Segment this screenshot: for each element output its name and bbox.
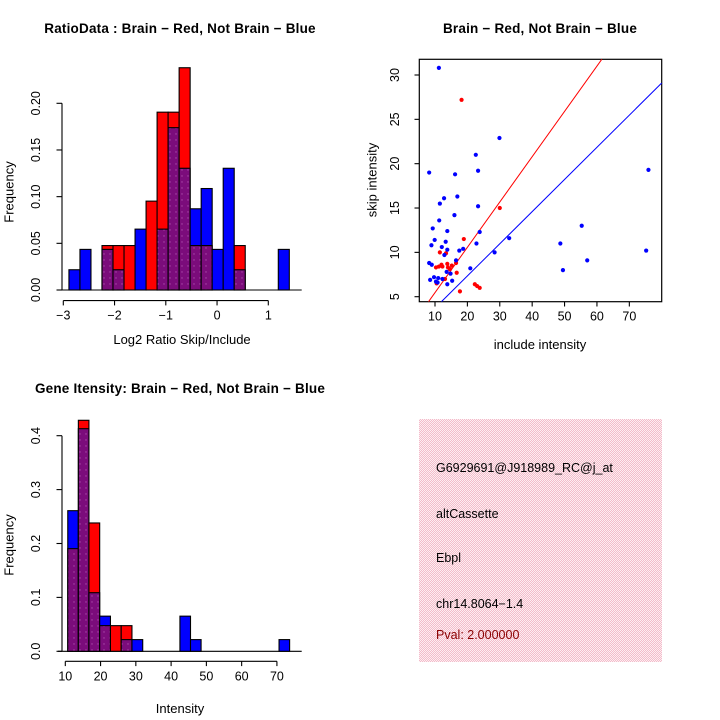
svg-text:25: 25 [388,112,402,127]
svg-text:0.15: 0.15 [29,137,43,163]
svg-text:0.2: 0.2 [29,534,43,553]
svg-text:10: 10 [428,309,442,324]
svg-text:70: 70 [622,309,637,324]
svg-text:0.1: 0.1 [29,588,43,607]
pval-text: Pval: 2.000000 [436,628,520,642]
svg-text:20: 20 [388,156,402,171]
ratio-hist-bars [69,68,289,290]
svg-text:20: 20 [460,309,475,324]
svg-text:50: 50 [557,309,572,324]
svg-text:−1: −1 [158,308,173,323]
gene-info-panel [419,419,662,662]
ratio-hist-ylabel: Frequency [1,161,17,223]
scatter-xlabel: include intensity [493,337,587,352]
gene-hist-title: Gene Itensity: Brain − Red, Not Brain − Blue [34,381,326,396]
svg-text:40: 40 [525,309,540,324]
svg-text:0.20: 0.20 [29,91,43,116]
locus-text: chr14.8064−1.4 [436,597,524,611]
probe-id-text: G6929691@J918989_RC@j_at [436,461,613,475]
svg-text:10: 10 [388,245,402,260]
svg-text:−2: −2 [107,308,122,323]
svg-text:20: 20 [93,669,108,684]
intensity-scatter-panel [388,59,662,323]
gene-symbol-text: Ebpl [436,551,462,565]
scatter-points-brain [434,98,502,294]
gene-hist-panel [29,420,302,683]
svg-text:60: 60 [234,669,249,684]
svg-text:40: 40 [164,669,179,684]
svg-text:0.4: 0.4 [29,427,43,445]
splice-type-text: altCassette [436,507,499,521]
gene-hist-bars [68,420,290,651]
svg-text:0.05: 0.05 [29,231,43,256]
svg-text:−3: −3 [56,308,71,323]
svg-text:30: 30 [492,309,507,324]
gene-hist-xlabel: Intensity [155,701,205,716]
ratio-hist-panel [29,68,302,323]
gene-hist-ylabel: Frequency [1,514,17,576]
svg-text:30: 30 [388,68,402,82]
plot-box [419,59,661,301]
svg-text:0.3: 0.3 [29,480,43,499]
scatter-title: Brain − Red, Not Brain − Blue [442,21,638,36]
svg-text:70: 70 [269,669,284,684]
svg-text:0.10: 0.10 [29,184,43,209]
svg-text:60: 60 [589,309,604,324]
not-brain-fit-line [441,83,661,302]
brain-fit-line [429,59,602,301]
svg-text:50: 50 [199,669,214,684]
svg-text:0.00: 0.00 [29,277,43,303]
svg-text:0: 0 [213,308,221,323]
svg-text:5: 5 [388,293,402,301]
ratio-hist-title: RatioData : Brain − Red, Not Brain − Blue [44,21,316,36]
svg-text:1: 1 [264,308,272,323]
svg-text:30: 30 [128,669,143,684]
svg-text:0.0: 0.0 [29,642,43,660]
ratio-hist-xlabel: Log2 Ratio Skip/Include [113,332,251,347]
svg-text:15: 15 [388,201,402,215]
scatter-ylabel: skip intensity [364,142,380,218]
svg-text:10: 10 [58,669,73,684]
